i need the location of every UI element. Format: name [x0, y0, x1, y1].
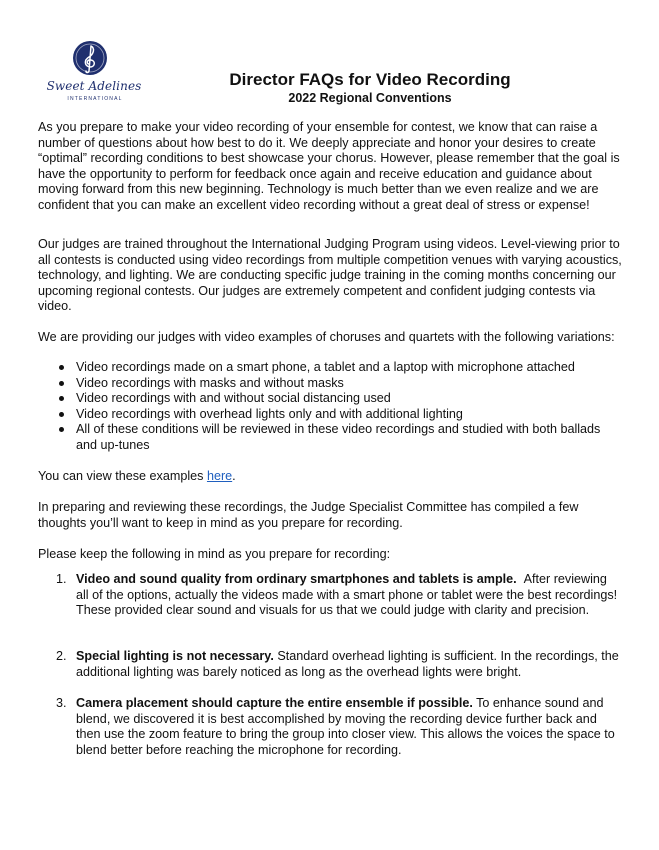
committee-paragraph: In preparing and reviewing these recordings, the Judge Specialist Committee has compiled a few thoughts you’ll want to keep in mind as you prepare for recording.	[38, 500, 579, 530]
page-subtitle: 2022 Regional Conventions	[288, 91, 452, 105]
tip-heading: Camera placement should capture the entire ensemble if possible.	[76, 696, 473, 710]
view-examples-paragraph	[38, 469, 622, 485]
list-item	[38, 391, 622, 407]
list-item-text: All of these conditions will be reviewed in these video recordings and studied with both ballads and up-tunes	[76, 422, 601, 452]
bullet-icon	[59, 396, 64, 401]
bullet-icon	[59, 412, 64, 417]
list-item-text: Video recordings with and without social distancing used	[76, 391, 391, 406]
list-item-text: Video recordings with overhead lights only and with additional lighting	[76, 406, 463, 421]
bullet-icon	[59, 381, 64, 386]
logo-subtext: INTERNATIONAL	[67, 96, 123, 102]
tip-body: Standard overhead lighting is sufficient. In the recordings, the additional lighting was barely noticed as long as the overhead lights were bright.	[76, 649, 619, 679]
view-examples-period: .	[232, 469, 236, 483]
list-item	[38, 376, 622, 392]
tip-item	[38, 649, 622, 680]
list-item	[38, 407, 622, 423]
list-item-text: Video recordings made on a smart phone, a tablet and a laptop with microphone attached	[76, 360, 575, 374]
tip-body: After reviewing all of the options, actually the videos made with a smart phone or tablet were the best recordings! These provided clear sound and visuals for us that we could judge with clarity and precision.	[76, 572, 618, 618]
tip-number: 3.	[56, 696, 67, 710]
tip-number: 2.	[56, 649, 67, 663]
view-examples-text: You can view these examples	[38, 469, 207, 483]
list-item-text: Video recordings with masks and without masks	[76, 375, 344, 390]
intro-paragraph: As you prepare to make your video recording of your ensemble for contest, we know that can raise a number of questions about how best to do it. We deeply appreciate and honor your desires to create “optimal” recording conditions to best showcase your chorus. However, please remember that the goal is have the opportunity to perform for feedback once again and receive education and guidance about moving forward from this new beginning. Technology is much better than we even realize and we are confident that you can make an excellent video recording without a great deal of stress or expense!	[38, 120, 620, 212]
page-title: Director FAQs for Video Recording	[229, 70, 511, 89]
logo-wordmark: Sweet Adelines	[46, 79, 142, 93]
bullet-icon	[59, 427, 64, 432]
bullet-icon	[59, 365, 64, 370]
sweet-adelines-logo	[38, 40, 148, 110]
tip-item	[38, 696, 622, 758]
judges-paragraph: Our judges are trained throughout the International Judging Program using videos. Level-viewing prior to all contests is conducted using video recordings from multiple competition venues with varying acoustics, technology, and lighting. We are conducting specific judge training in the coming months concerning our upcoming regional contests. Our judges are extremely competent and confident judging contests via video.	[38, 237, 622, 314]
examples-here-link[interactable]: here	[206, 469, 233, 483]
examples-intro-paragraph: We are providing our judges with video examples of choruses and quartets with the following variations:	[38, 330, 615, 344]
tip-number: 1.	[56, 572, 67, 586]
tip-heading: Video and sound quality from ordinary smartphones and tablets is ample.	[76, 572, 517, 586]
tip-heading: Special lighting is not necessary.	[76, 649, 274, 663]
list-item	[38, 360, 622, 376]
list-item	[38, 422, 622, 453]
treble-clef-logo-icon	[72, 40, 108, 76]
keep-in-mind-paragraph: Please keep the following in mind as you prepare for recording:	[38, 547, 391, 561]
tip-body: To enhance sound and blend, we discovered it is best accomplished by moving the recording device further back and then use the zoom feature to bring the group into closer view. This allows the voices the space to blend better before reaching the microphone for recording.	[76, 696, 615, 757]
variations-list	[38, 360, 622, 454]
tip-item	[38, 572, 622, 619]
